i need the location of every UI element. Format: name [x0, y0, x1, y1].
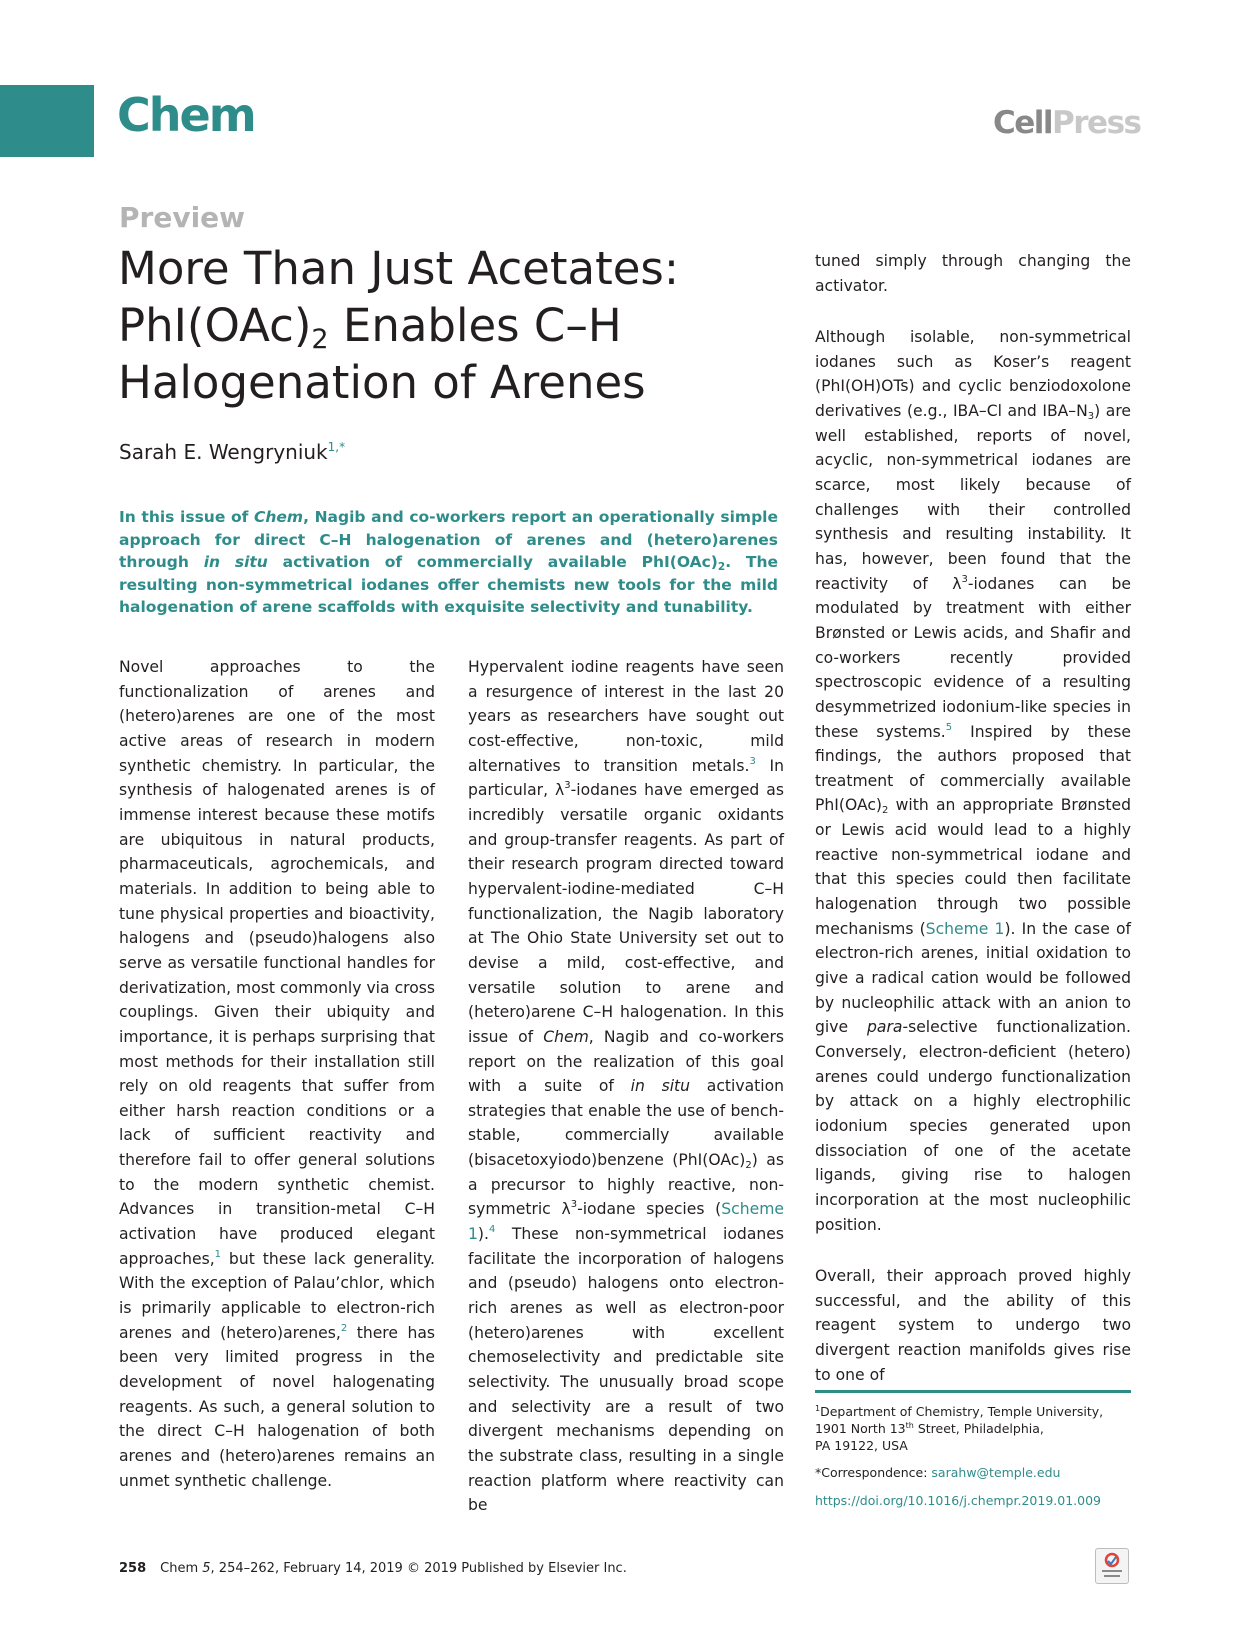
reference-link-5[interactable]: 5 [945, 721, 953, 733]
title-line-3: Halogenation of Arenes [118, 356, 646, 409]
email-link[interactable]: sarahw@temple.edu [931, 1465, 1061, 1480]
footer-citation: , 254–262, February 14, 2019 © 2019 Published by Elsevier Inc. [210, 1561, 627, 1576]
superscript: 3 [961, 573, 968, 585]
author-line [119, 442, 345, 462]
subscript: 2 [745, 1160, 752, 1172]
body-text: ) are well established, reports of novel, acyclic, non-symmetrical iodanes are scarce, most likely because of challenges with their controlled synthesis and resulting instability. It has, however, been found that the reactivity of λ [815, 401, 1131, 593]
summary-subscript: 2 [717, 561, 726, 573]
body-text: -selective functionalization. Conversely, electron-deficient (hetero) arenes could undergo functionalization by attack on a highly electrophilic iodonium species generated upon dissociation of one of the acetate ligands, giving rise to halogen incorporation at the most nucleophilic position. [815, 1018, 1131, 1234]
title-formula: PhI(OAc) [118, 299, 312, 352]
footer-citation: Chem [160, 1561, 203, 1576]
body-text: These non-symmetrical iodanes facilitate the incorporation of halogens and (pseudo) halogens onto electron-rich arenes as well as electron-poor (hetero)arenes with excellent chemoselectivity and predictable site selectivity. The unusually broad scope and selectivity are a result of two divergent mechanisms depending on the substrate class, resulting in a single reaction platform where reactivity can be [468, 1225, 784, 1515]
summary-text: , Nagib and co-workers report an operationally simple approach for direct C–H halogenation of arenes and (hetero)arenes through [119, 508, 778, 571]
affiliation-line: PA 19122, USA [815, 1438, 908, 1453]
correspondence-line [815, 1467, 1060, 1480]
footer-volume: 5 [202, 1561, 211, 1576]
summary-journal-name: Chem [253, 508, 304, 526]
page-footer [119, 1562, 627, 1575]
doi-link[interactable]: https://doi.org/10.1016/j.chempr.2019.01.009 [815, 1493, 1101, 1508]
subscript: 2 [882, 805, 889, 817]
affiliation-line: Department of Chemistry, Temple University, [820, 1404, 1104, 1419]
publisher-logo-part2: Press [1052, 105, 1141, 141]
italic-term: in situ [630, 1077, 691, 1096]
publisher-logo [993, 105, 1141, 141]
body-column-3-middle [815, 325, 1131, 1237]
body-column-3-bottom: Overall, their approach proved highly successful, and the ability of this reagent system to undergo two divergent reaction manifolds gives rise to one of [815, 1267, 1131, 1384]
journal-logo: Chem [117, 88, 255, 142]
publisher-logo-part1: Cell [993, 105, 1053, 141]
affiliation-line: Street, Philadelphia, [913, 1421, 1044, 1436]
correspondence-label: *Correspondence: [815, 1465, 932, 1480]
page-number: 258 [119, 1561, 147, 1576]
affiliation-line: 1901 North 13 [815, 1421, 906, 1436]
summary-text: In this issue of [119, 508, 254, 526]
body-text: Although isolable, non-symmetrical iodanes such as Koser’s reagent (PhI(OH)OTs) and cyclic benziodoxolone derivatives (e.g., IBA–Cl and IBA–N [815, 328, 1131, 420]
body-text: ). In the case of electron-rich arenes, initial oxidation to give a radical cation would be followed by nucleophilic attack with an anion to give [815, 919, 1131, 1037]
journal-color-block [0, 85, 94, 157]
body-text: activation strategies that enable the use of bench-stable, commercially available (bisacetoxyiodo)benzene (PhI(OAc) [468, 1077, 785, 1170]
body-text: there has been very limited progress in the development of novel halogenating reagents. As such, a general solution to the direct C–H halogenation of both arenes and (hetero)arenes remains an unmet synthetic challenge. [119, 1323, 436, 1490]
italic-term: para [867, 1018, 903, 1037]
body-text: -iodane species ( [577, 1200, 722, 1219]
summary-italic-term: in situ [203, 553, 268, 571]
section-label: Preview [119, 201, 246, 234]
body-column-3-top: tuned simply through changing the activator. [815, 252, 1131, 295]
summary-text: activation of commercially available PhI(OAc) [267, 553, 718, 571]
summary-text: . The resulting non-symmetrical iodanes offer chemists new tools for the mild halogenation of arene scaffolds with exquisite selectivity and tunability. [119, 553, 778, 616]
title-line-2-rest: Enables C–H [328, 299, 622, 352]
journal-name-italic: Chem [543, 1027, 589, 1046]
body-column-2 [468, 655, 784, 1518]
check-for-updates-badge[interactable] [1095, 1548, 1129, 1584]
reference-link-4[interactable]: 4 [488, 1224, 496, 1236]
affiliation-mark: 1 [815, 1404, 821, 1413]
scheme-1-link[interactable]: Scheme 1 [468, 1200, 784, 1244]
article-title [118, 240, 768, 411]
ordinal-suffix: th [905, 1421, 914, 1430]
body-text: Inspired by these findings, the authors proposed that treatment of commercially available PhI(OAc) [815, 722, 1131, 815]
superscript: 3 [564, 780, 571, 792]
body-text: but these lack generality. With the exception of Palau’chlor, which is primarily applicable to electron-rich arenes and (hetero)arenes, [119, 1249, 435, 1342]
body-text: -iodanes have emerged as incredibly versatile organic oxidants and group-transfer reagents. As part of their research program directed toward hypervalent-iodine-mediated C–H functionalization, the Nagib laboratory at The Ohio State University set out to devise a mild, cost-effective, and versatile solution to arene and (hetero)arene C–H halogenation. In this issue of [468, 781, 784, 1046]
body-text: -iodanes can be modulated by treatment with either Brønsted or Lewis acids, and Shafir and co-workers recently provided spectroscopic evidence of a resulting desymmetrized iodonium-like species in these systems. [815, 574, 1131, 741]
body-text: with an appropriate Brønsted or Lewis acid would lead to a highly reactive non-symmetrical iodane and that this species could then facilitate halogenation through two possible mechanisms ( [815, 796, 1131, 938]
body-text: In particular, λ [468, 756, 784, 800]
title-line-1: More Than Just Acetates: [118, 242, 680, 295]
author-name: Sarah E. Wengryniuk [119, 440, 328, 464]
check-for-updates-icon [1096, 1549, 1128, 1583]
body-column-1 [119, 655, 435, 1493]
author-affiliation-mark[interactable]: 1,* [327, 440, 346, 454]
affiliation-block [815, 1403, 1131, 1454]
reference-link-2[interactable]: 2 [340, 1322, 348, 1334]
reference-link-3[interactable]: 3 [749, 755, 756, 767]
superscript: 3 [570, 1199, 578, 1211]
reference-link-1[interactable]: 1 [214, 1248, 222, 1260]
summary-paragraph [119, 506, 778, 619]
affiliation-divider [815, 1390, 1131, 1393]
subscript: 3 [1087, 410, 1095, 422]
title-line-2 [118, 299, 622, 355]
body-text: Hypervalent iodine reagents have seen a resurgence of interest in the last 20 years as researchers have sought out cost-effective, non-toxic, mild alternatives to transition metals. [468, 658, 784, 775]
body-text: Novel approaches to the functionalization of arenes and (hetero)arenes are one of the most active areas of research in modern synthetic chemistry. In particular, the synthesis of halogenated arenes is of immense interest because these motifs are ubiquitous in natural products, pharmaceuticals, agrochemicals, and materials. In addition to being able to tune physical properties and bioactivity, halogens and (pseudo)halogens also serve as versatile functional handles for derivatization, most commonly via cross couplings. Given their ubiquity and importance, it is perhaps surprising that most methods for their installation still rely on old reagents that suffer from either harsh reaction conditions or a lack of sufficient reactivity and therefore fail to offer general solutions to the modern synthetic chemist. Advances in transition-metal C–H activation have produced elegant approaches, [119, 658, 435, 1268]
body-text: , Nagib and co-workers report on the realization of this goal with a suite of [468, 1027, 784, 1096]
body-text: ). [477, 1225, 489, 1244]
scheme-1-link[interactable]: Scheme 1 [925, 919, 1005, 938]
title-subscript: 2 [311, 324, 329, 355]
body-text: ) as a precursor to highly reactive, non-symmetric λ [468, 1151, 784, 1219]
